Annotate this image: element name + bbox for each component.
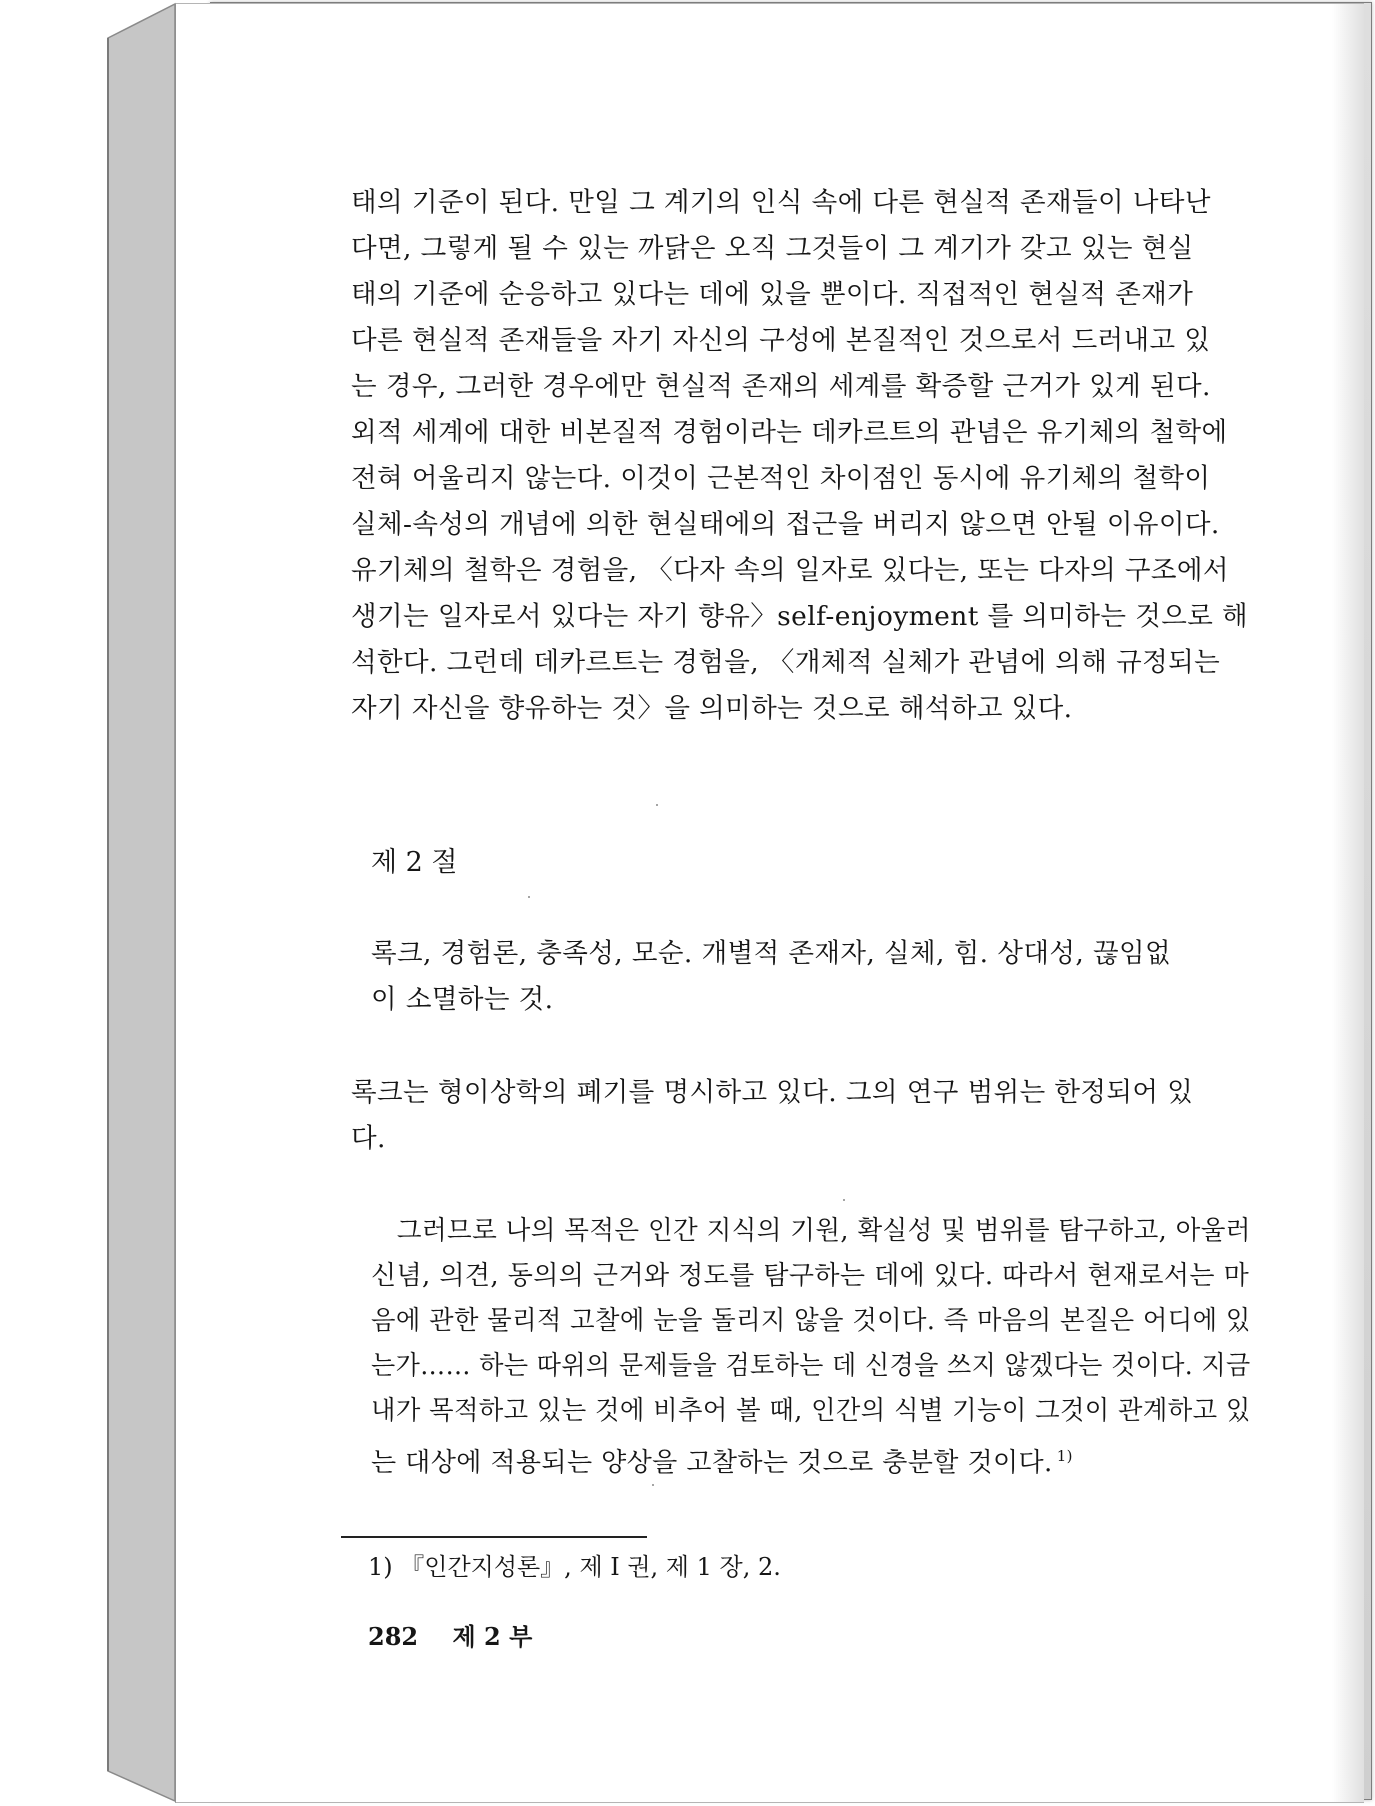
text-line: 유기체의 철학은 경험을, 〈다자 속의 일자로 있다는, 또는 다자의 구조에서 bbox=[351, 555, 1229, 586]
text-line: 다면, 그렇게 될 수 있는 까닭은 오직 그것들이 그 계기가 갖고 있는 현실 bbox=[351, 233, 1194, 264]
text-line: 외적 세계에 대한 비본질적 경험이라는 데카르트의 관념은 유기체의 철학에 bbox=[351, 417, 1228, 448]
scan-speck bbox=[652, 1484, 654, 1486]
text-line: 석한다. 그런데 데카르트는 경험을, 〈개체적 실체가 관념에 의해 규정되는 bbox=[351, 647, 1221, 678]
page-footer bbox=[368, 1619, 532, 1655]
text-line: 실체-속성의 개념에 의한 현실태에의 접근을 버리지 않으면 안될 이유이다. bbox=[351, 509, 1220, 540]
scan-speck bbox=[843, 1199, 845, 1201]
text-line: 신념, 의견, 동의의 근거와 정도를 탐구하는 데에 있다. 따라서 현재로서는 마 bbox=[371, 1261, 1250, 1291]
text-line: 다른 현실적 존재들을 자기 자신의 구성에 본질적인 것으로서 드러내고 있 bbox=[351, 325, 1211, 356]
section-heading: 제 2 절 bbox=[371, 847, 458, 878]
quote-line-text: 그러므로 나의 목적은 인간 지식의 기원, 확실성 및 범위를 탐구하고, 아울러 bbox=[396, 1216, 1251, 1246]
footnote-divider bbox=[341, 1536, 647, 1538]
text-line: 는가…… 하는 따위의 문제들을 검토하는 데 신경을 쓰지 않겠다는 것이다. 지금 bbox=[371, 1351, 1251, 1381]
text-line: 내가 목적하고 있는 것에 비추어 볼 때, 인간의 식별 기능이 그것이 관계하고 있 bbox=[371, 1396, 1251, 1426]
body-paragraph-1 bbox=[351, 180, 1248, 732]
block-quote bbox=[371, 1209, 1285, 1479]
quote-line-text: 는 대상에 적용되는 양상을 고찰하는 것으로 충분할 것이다. bbox=[371, 1448, 1053, 1478]
scan-speck bbox=[656, 804, 658, 806]
text-line bbox=[371, 1209, 1268, 1254]
text-line: 전혀 어울리지 않는다. 이것이 근본적인 차이점인 동시에 유기체의 철학이 bbox=[351, 463, 1211, 494]
body-paragraph-2 bbox=[351, 1070, 1193, 1162]
footnote-reference: 1) bbox=[1056, 1447, 1073, 1465]
text-line: 태의 기준이 된다. 만일 그 계기의 인식 속에 다른 현실적 존재들이 나타난 bbox=[351, 187, 1211, 218]
section-topics bbox=[371, 931, 1171, 1023]
text-line: 다. bbox=[351, 1123, 386, 1154]
text-line bbox=[371, 1434, 1285, 1479]
text-line: 태의 기준에 순응하고 있다는 데에 있을 뿐이다. 직접적인 현실적 존재가 bbox=[351, 279, 1194, 310]
book-spine bbox=[0, 0, 180, 1806]
book-page bbox=[175, 3, 1364, 1803]
text-line: 이 소멸하는 것. bbox=[371, 984, 554, 1015]
text-line: 는 경우, 그러한 경우에만 현실적 존재의 세계를 확증할 근거가 있게 된다. bbox=[351, 371, 1211, 402]
text-line: 자기 자신을 향유하는 것〉을 의미하는 것으로 해석하고 있다. bbox=[351, 693, 1073, 724]
text-line: 록크, 경험론, 충족성, 모순. 개별적 존재자, 실체, 힘. 상대성, 끊임없 bbox=[371, 938, 1171, 969]
page-number: 282 bbox=[368, 1622, 419, 1651]
part-label: 제 2 부 bbox=[452, 1622, 533, 1651]
scan-speck bbox=[528, 896, 530, 898]
page-edge-shadow bbox=[1332, 4, 1364, 1802]
text-line: 록크는 형이상학의 폐기를 명시하고 있다. 그의 연구 범위는 한정되어 있 bbox=[351, 1077, 1194, 1108]
footnote: 1) 『인간지성론』, 제 I 권, 제 1 장, 2. bbox=[368, 1553, 781, 1581]
text-line: 생기는 일자로서 있다는 자기 향유〉self-enjoyment 를 의미하는 것으로 해 bbox=[351, 601, 1249, 632]
text-line: 음에 관한 물리적 고찰에 눈을 돌리지 않을 것이다. 즉 마음의 본질은 어디에 있 bbox=[371, 1306, 1251, 1336]
